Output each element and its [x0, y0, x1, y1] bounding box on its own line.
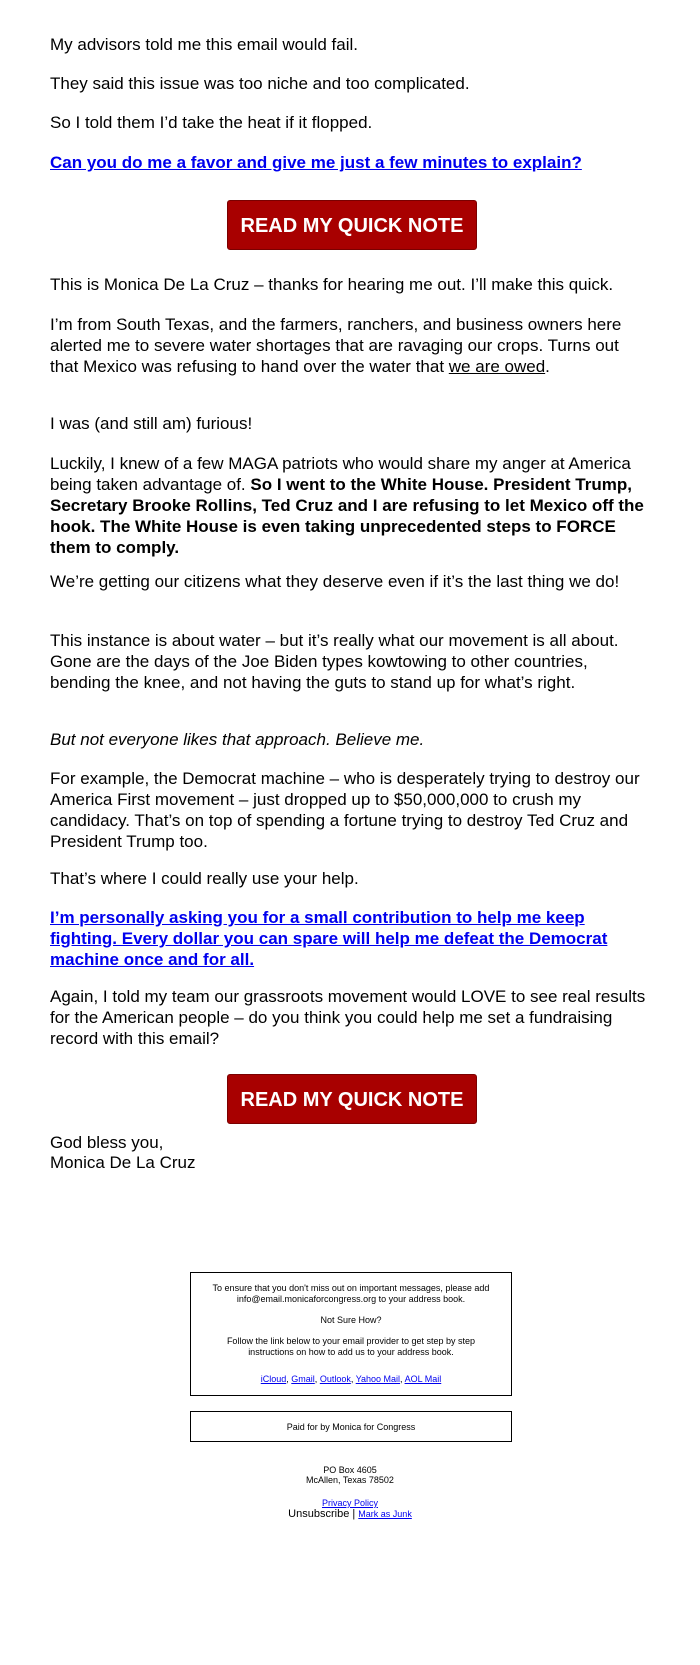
bold-statement: So I went to the White House. President Trump, Secretary Brooke Rollins, Ted Cruz and I are refusing to let Mexico off the hook. The White House is even taking unprecedented steps to FORCE them to comply. [50, 475, 644, 557]
paragraph: They said this issue was too niche and too complicated. [50, 74, 470, 93]
unsubscribe-row: Unsubscribe | Mark as Junk [288, 1508, 412, 1520]
provider-links: iCloud, Gmail, Outlook, Yahoo Mail, AOL Mail [260, 1374, 442, 1384]
privacy-policy-link[interactable]: Privacy Policy [321, 1498, 378, 1508]
gmail-link[interactable]: Gmail [291, 1374, 315, 1384]
paragraph: This is Monica De La Cruz – thanks for hearing me out. I’ll make this quick. [50, 275, 614, 294]
icloud-link[interactable]: iCloud [260, 1374, 287, 1384]
signoff: God bless you, [50, 1133, 164, 1152]
contribution-link[interactable]: I’m personally asking you for a small contribution to help me keep fighting. Every dollar you can spare will help me defeat the Democrat machine once and for all. [50, 908, 608, 969]
notice-text: To ensure that you don't miss out on important messages, please add info@email.monicaforcongress.org to your address book. [212, 1283, 490, 1304]
paragraph: This instance is about water – but it’s really what our movement is all about. Gone are the days of the Joe Biden types kowtowing to other countries, bending the knee, and not having the guts to stand up for what’s right. [50, 631, 619, 692]
not-sure-text: Not Sure How? [320, 1315, 382, 1325]
paragraph: I’m from South Texas, and the farmers, ranchers, and business owners here alerted me to severe water shortages that are ravaging our crops. Turns out that Mexico was refusing to hand over the water that we are owed. [50, 315, 622, 376]
address-book-notice [190, 1272, 512, 1396]
paragraph: We’re getting our citizens what they deserve even if it’s the last thing we do! [50, 572, 620, 591]
instructions-text: Follow the link below to your email provider to get step by step instructions on how to add us to your address book. [226, 1336, 476, 1357]
address-line: McAllen, Texas 78502 [306, 1475, 394, 1485]
read-note-button[interactable]: READ MY QUICK NOTE [227, 1074, 477, 1124]
paragraph: My advisors told me this email would fail. [50, 35, 359, 54]
paragraph: Again, I told my team our grassroots movement would LOVE to see real results for the American people – do you think you could help me set a fundraising record with this email? [50, 987, 646, 1048]
paragraph: So I told them I’d take the heat if it flopped. [50, 113, 373, 132]
signature: Monica De La Cruz [50, 1153, 196, 1172]
yahoo-link[interactable]: Yahoo Mail [355, 1374, 401, 1384]
paragraph: That’s where I could really use your help. [50, 869, 359, 888]
read-note-button[interactable]: READ MY QUICK NOTE [227, 200, 477, 250]
mark-as-junk-link[interactable]: Mark as Junk [358, 1509, 412, 1519]
outlook-link[interactable]: Outlook [319, 1374, 351, 1384]
explain-link[interactable]: Can you do me a favor and give me just a few minutes to explain? [50, 153, 582, 172]
owed-underline: we are owed [448, 357, 546, 376]
paragraph: For example, the Democrat machine – who is desperately trying to destroy our America First movement – just dropped up to $50,000,000 to crush my candidacy. That’s on top of spending a fortune trying to destroy Ted Cruz and President Trump too. [50, 769, 640, 851]
paragraph: Luckily, I knew of a few MAGA patriots who would share my anger at America being taken advantage of. So I went to the White House. President Trump, Secretary Brooke Rollins, Ted Cruz and I are refusing to let Mexico off the hook. The White House is even taking unprecedented steps to FORCE them to comply. [50, 454, 644, 557]
paragraph-italic: But not everyone likes that approach. Believe me. [50, 730, 425, 749]
paid-for-text: Paid for by Monica for Congress [286, 1422, 416, 1432]
aol-link[interactable]: AOL Mail [404, 1374, 442, 1384]
address-line: PO Box 4605 [323, 1465, 377, 1475]
paid-for-box [190, 1411, 512, 1442]
unsubscribe-link[interactable]: Unsubscribe [288, 1508, 350, 1520]
paragraph: I was (and still am) furious! [50, 414, 253, 433]
